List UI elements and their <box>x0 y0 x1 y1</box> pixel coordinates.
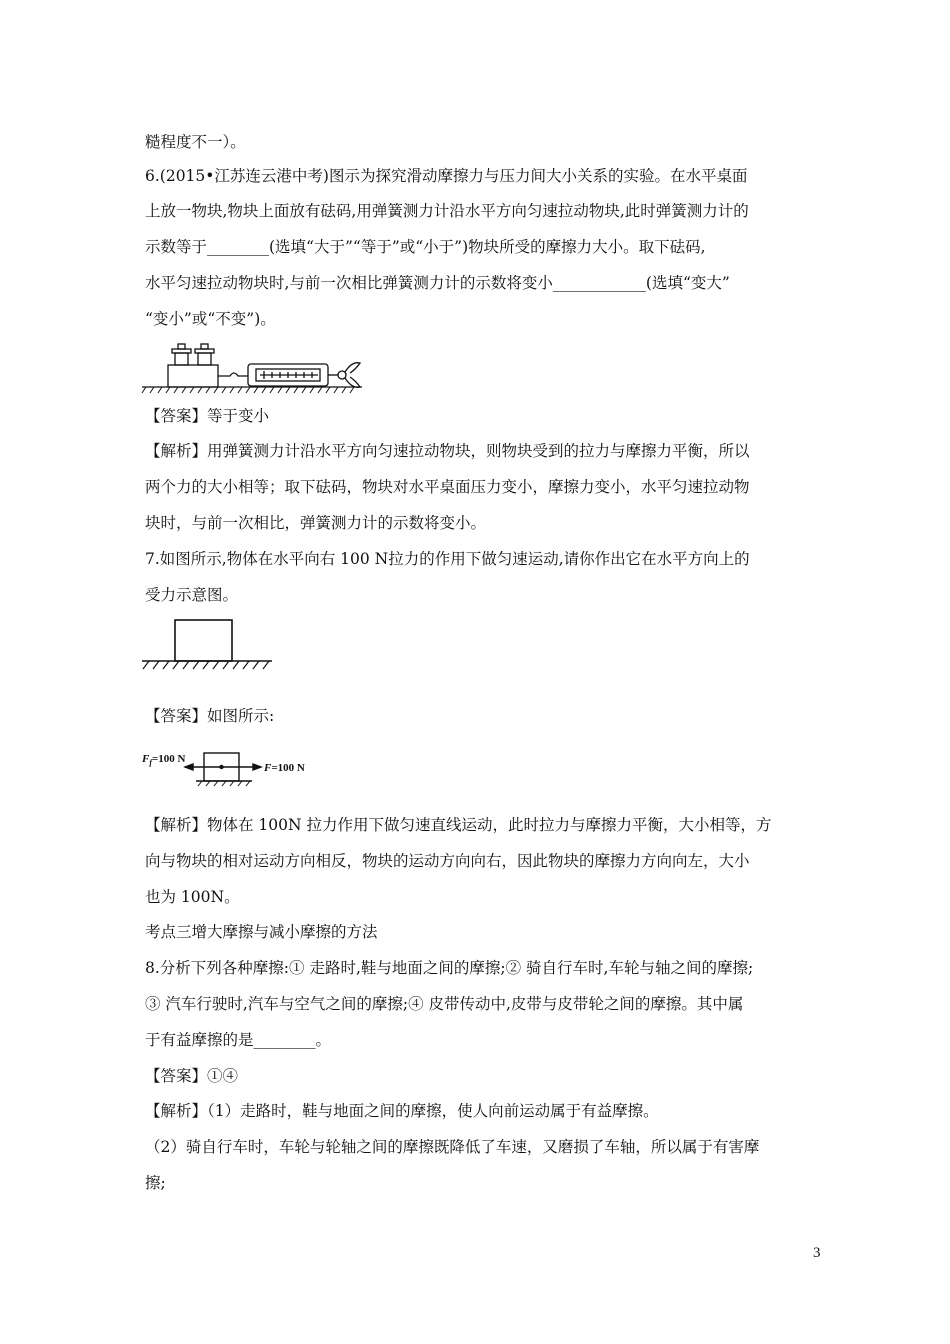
question-6-line-4: 水平匀速拉动物块时,与前一次相比弹簧测力计的示数将变小____________(选填“变大” <box>145 274 730 292</box>
question-6-line-2: 上放一物块,物块上面放有砝码,用弹簧测力计沿水平方向匀速拉动物块,此时弹簧测力计的 <box>145 202 749 220</box>
question-6-line-1: 6.(2015•江苏连云港中考)图示为探究滑动摩擦力与压力间大小关系的实验。在水平桌面 <box>145 167 748 185</box>
analysis-7-line-3: 也为 100N。 <box>145 888 240 906</box>
spring-scale-figure <box>140 337 365 397</box>
analysis-6-line-3: 块时，与前一次相比，弹簧测力计的示数将变小。 <box>145 514 487 532</box>
question-8-line-2: ③ 汽车行驶时,汽车与空气之间的摩擦;④ 皮带传动中,皮带与皮带轮之间的摩擦。其中属 <box>145 995 744 1013</box>
answer-8: 【答案】①④ <box>145 1067 239 1085</box>
question-7-line-2: 受力示意图。 <box>145 586 239 604</box>
question-7-line-1: 7.如图所示,物体在水平向右 100 N拉力的作用下做匀速运动,请你作出它在水平方向上的 <box>145 550 750 568</box>
analysis-7-line-2: 向与物块的相对运动方向相反，物块的运动方向向右，因此物块的摩擦力方向向左，大小 <box>145 852 750 870</box>
analysis-8-line-1: 【解析】（1）走路时，鞋与地面之间的摩擦，使人向前运动属于有益摩擦。 <box>145 1102 659 1120</box>
analysis-6-line-1: 【解析】用弹簧测力计沿水平方向匀速拉动物块，则物块受到的拉力与摩擦力平衡，所以 <box>145 442 750 460</box>
analysis-7-line-1: 【解析】物体在 100N 拉力作用下做匀速直线运动，此时拉力与摩擦力平衡，大小相等，方 <box>145 816 772 834</box>
question-6-line-5: “变小”或“不变”)。 <box>145 310 276 328</box>
answer-7: 【答案】如图所示: <box>145 707 275 725</box>
force-diagram-figure <box>140 745 320 787</box>
question-8-line-1: 8.分析下列各种摩擦:① 走路时,鞋与地面之间的摩擦;② 骑自行车时,车轮与轴之间的摩擦; <box>145 959 754 977</box>
page-number: 3 <box>813 1245 821 1261</box>
friction-force-label: $F_f=100$ N <box>142 753 186 767</box>
question-8-line-3: 于有益摩擦的是________。 <box>145 1031 332 1049</box>
answer-6: 【答案】等于变小 <box>145 407 270 425</box>
pull-force-label: F=100 N <box>264 762 305 774</box>
line-1: 糙程度不一）。 <box>145 133 246 151</box>
section-heading: 考点三增大摩擦与减小摩擦的方法 <box>145 923 378 941</box>
analysis-8-line-2: （2）骑自行车时，车轮与轮轴之间的摩擦既降低了车速，又磨损了车轴，所以属于有害摩 <box>145 1138 760 1156</box>
analysis-6-line-2: 两个力的大小相等；取下砝码，物块对水平桌面压力变小，摩擦力变小，水平匀速拉动物 <box>145 478 750 496</box>
block-on-ground-figure <box>140 617 275 673</box>
analysis-8-line-3: 擦; <box>145 1174 166 1192</box>
question-6-line-3: 示数等于________(选填“大于”“等于”或“小于”)物块所受的摩擦力大小。取下砝码, <box>145 238 706 256</box>
